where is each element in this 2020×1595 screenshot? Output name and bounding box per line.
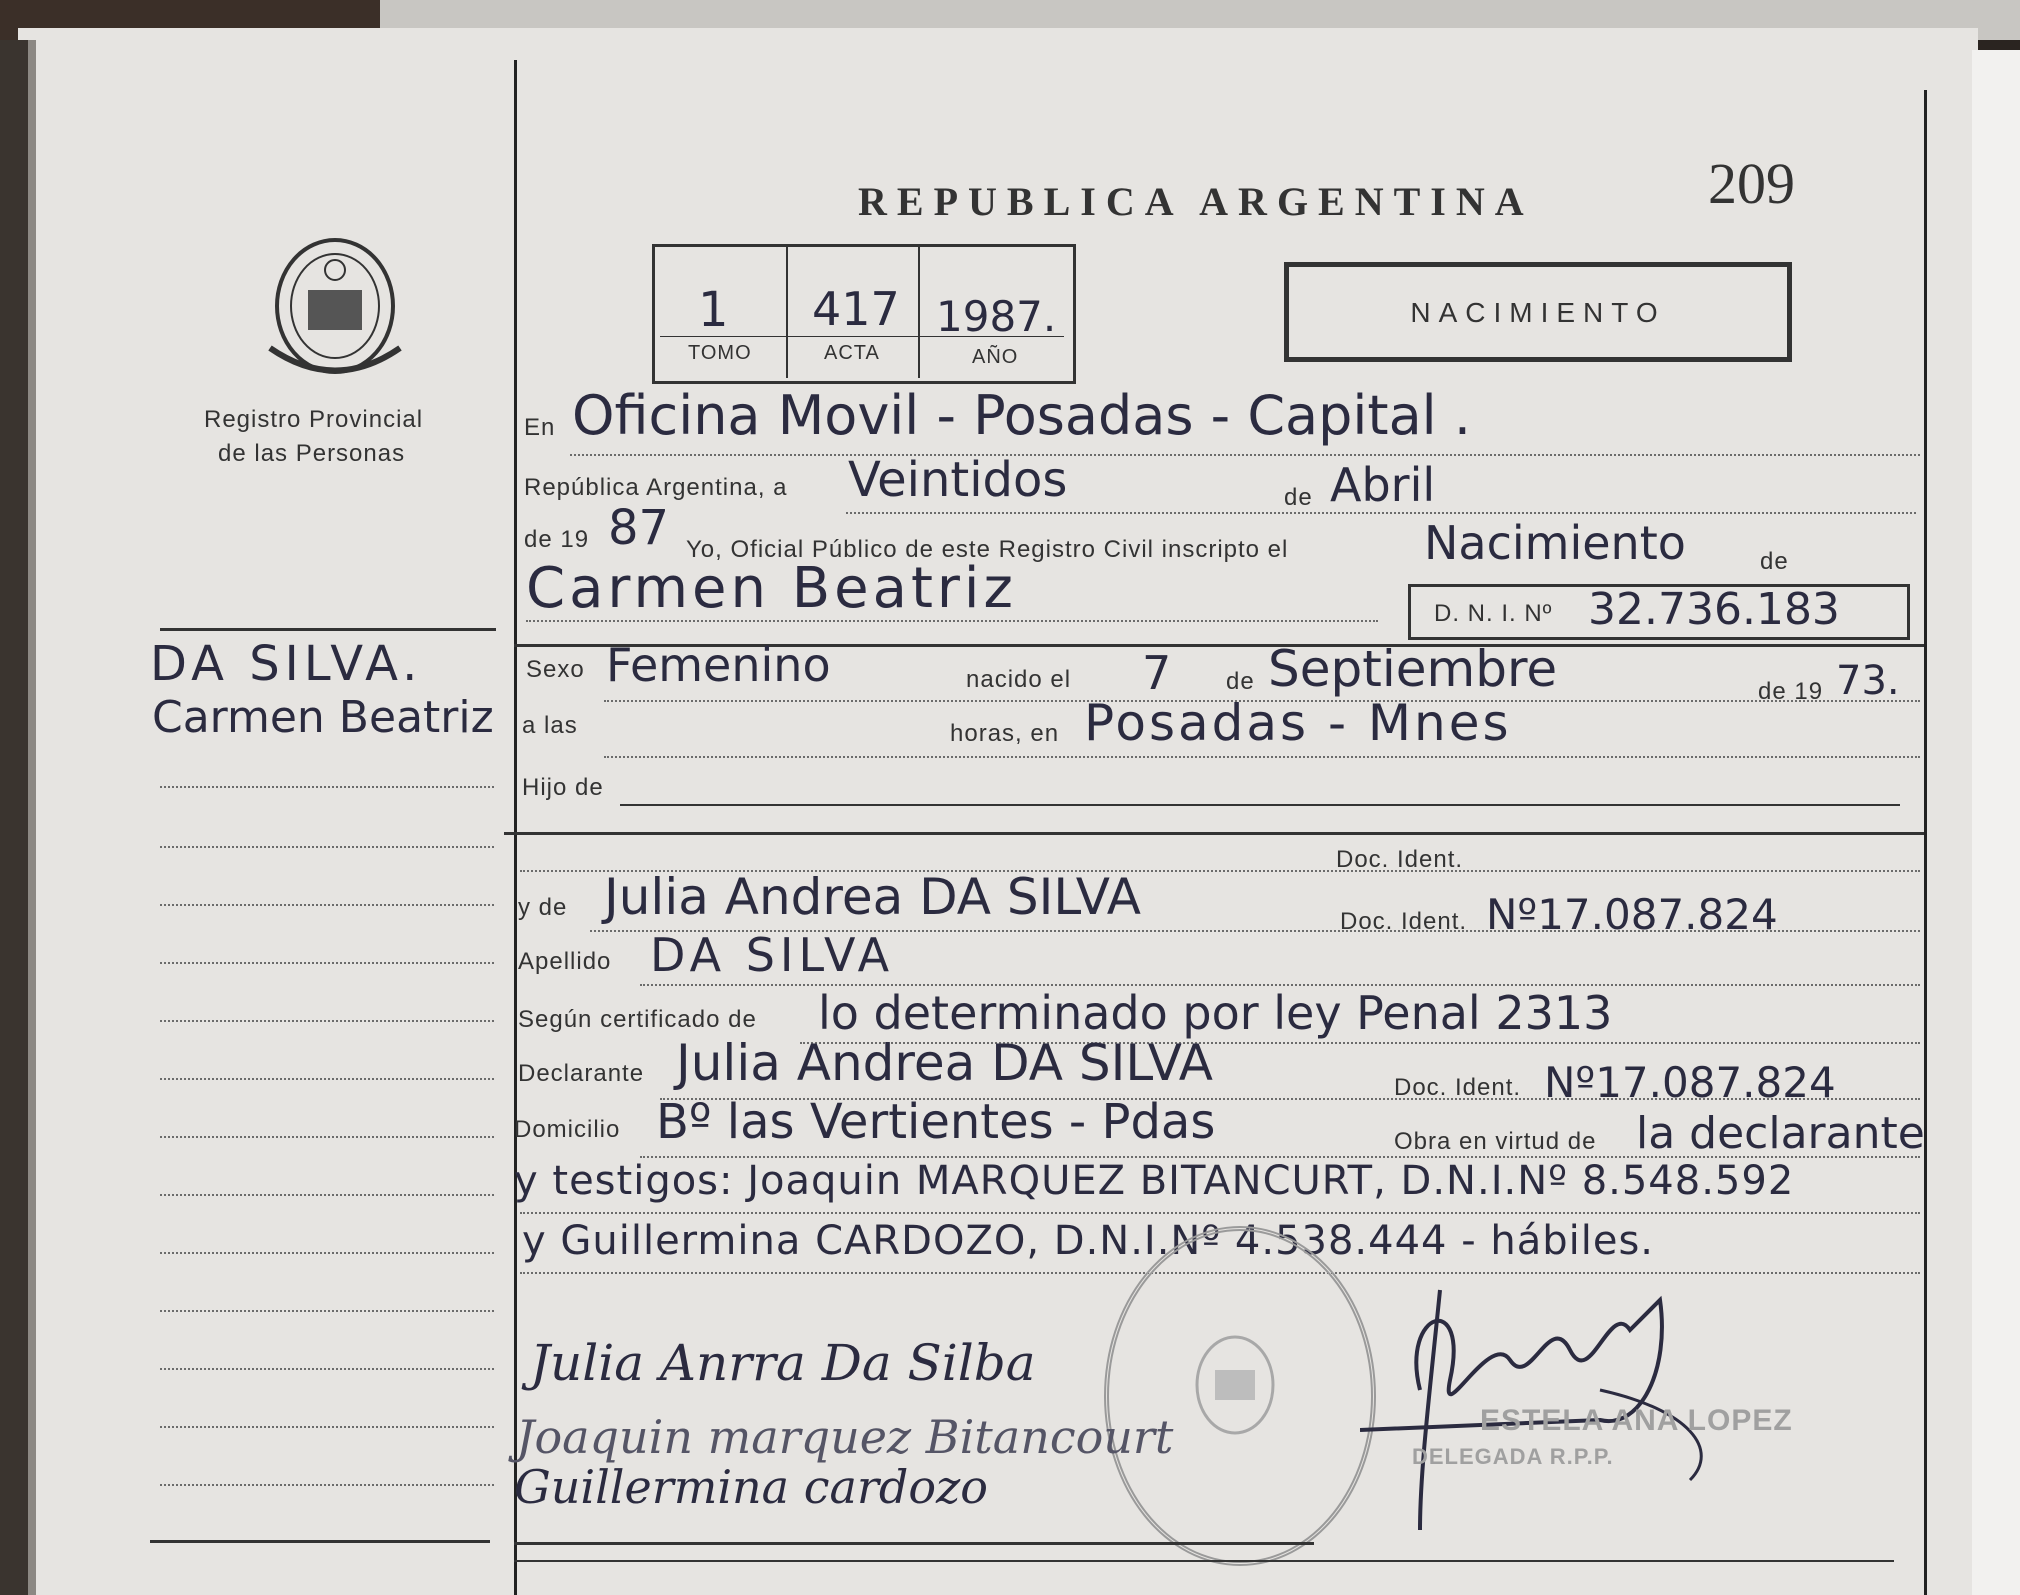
signature-witness-2: Guillermina cardozo (514, 1460, 988, 1514)
margin-dotted-line (160, 846, 494, 848)
birth-year-label: de 19 (1758, 678, 1824, 705)
dni-value: 32.736.183 (1588, 584, 1840, 635)
hijo-label: Hijo de (522, 774, 604, 801)
tomo-value: 1 (698, 282, 729, 338)
margin-dotted-line (160, 1252, 494, 1254)
horas-label: horas, en (950, 720, 1060, 747)
margin-dotted-line (160, 1310, 494, 1312)
tomo-label: TOMO (688, 342, 752, 364)
margin-dotted-line (160, 1078, 494, 1080)
republica-label: República Argentina, a (524, 474, 788, 501)
apellido-label: Apellido (518, 948, 612, 975)
page-edge (1972, 50, 2020, 1595)
act-type-value: Nacimiento (1424, 516, 1686, 570)
margin-dotted-line (160, 1426, 494, 1428)
office-value: Oficina Movil - Posadas - Capital . (572, 384, 1471, 447)
official-name: ESTELA ANA LOPEZ (1480, 1404, 1793, 1437)
oficial-text: Yo, Oficial Público de este Registro Civil inscripto el (686, 536, 1289, 563)
margin-dotted-line (160, 1194, 494, 1196)
official-title: DELEGADA R.P.P. (1412, 1444, 1614, 1469)
dotted-line (846, 512, 1916, 514)
domicilio-value: Bº las Vertientes - Pdas (656, 1094, 1216, 1150)
obra-label: Obra en virtud de (1394, 1128, 1597, 1155)
nacido-label: nacido el (966, 666, 1072, 693)
margin-dotted-line (160, 1136, 494, 1138)
table-divider (786, 246, 788, 378)
margin-dotted-line (160, 1368, 494, 1370)
birth-month-value: Septiembre (1268, 640, 1558, 698)
de3-label: de (1226, 668, 1255, 695)
anio-value: 1987. (936, 292, 1057, 341)
table-divider (918, 246, 920, 378)
mother-doc-value: Nº17.087.824 (1486, 890, 1778, 939)
margin-surname: DA SILVA. (150, 636, 423, 692)
declarante-value: Julia Andrea DA SILVA (676, 1034, 1213, 1092)
segun-label: Según certificado de (518, 1006, 757, 1033)
signature-witness-1: Joaquin marquez Bitancourt (516, 1410, 1174, 1464)
folio-number: 209 (1708, 151, 1795, 216)
signature-rule (514, 1542, 1314, 1545)
doc-ident-label: Doc. Ident. (1394, 1074, 1522, 1101)
child-name-value: Carmen Beatriz (526, 556, 1017, 621)
dotted-line (570, 454, 1920, 456)
birth-place-value: Posadas - Mnes (1084, 694, 1512, 752)
signature-declarante: Julia Anrra Da Silba (530, 1334, 1036, 1392)
margin-dotted-line (160, 962, 494, 964)
birth-day-value: 7 (1142, 646, 1172, 700)
stamp-emblem-icon (1190, 1330, 1280, 1440)
dotted-line (604, 756, 1920, 758)
blank-line (620, 804, 1900, 806)
provincial-seal-icon (260, 228, 410, 388)
registry-name-line2: de las Personas (218, 440, 406, 467)
sexo-label: Sexo (526, 656, 585, 683)
doc-ident-label: Doc. Ident. (1336, 846, 1464, 873)
en-label: En (524, 414, 556, 441)
dotted-line (526, 620, 1378, 622)
doc-ident-label: Doc. Ident. (1340, 908, 1468, 935)
domicilio-label: Domicilio (514, 1116, 621, 1143)
dotted-line (520, 1212, 1920, 1214)
certificado-value: lo determinado por ley Penal 2313 (818, 986, 1613, 1040)
acta-value: 417 (812, 282, 900, 336)
margin-dotted-line (160, 1484, 494, 1486)
anio-label: AÑO (972, 346, 1019, 368)
page-title: REPUBLICA ARGENTINA (858, 179, 1534, 224)
obra-value: la declarante (1636, 1108, 1925, 1159)
apellido-value: DA SILVA (650, 928, 895, 982)
book-binding (0, 40, 30, 1595)
de-label: de (1284, 484, 1313, 511)
witness-line-1: y testigos: Joaquin MARQUEZ BITANCURT, D.N.I.Nº 8.548.592 (514, 1158, 1795, 1204)
registry-name: Registro Provincial (204, 406, 424, 433)
year-prefix-label: de 19 (524, 526, 590, 553)
section-rule (504, 832, 1924, 835)
margin-dotted-line (160, 904, 494, 906)
mother-name-value: Julia Andrea DA SILVA (604, 868, 1141, 926)
margin-rule (160, 628, 496, 631)
right-border-rule (1924, 90, 1927, 1595)
month-value: Abril (1330, 458, 1436, 512)
margin-rule (150, 1540, 490, 1543)
de2-label: de (1760, 548, 1789, 575)
record-type-box (1284, 262, 1792, 362)
dni-label: D. N. I. Nº (1434, 600, 1553, 627)
binding-thread (28, 40, 36, 1595)
margin-given-names: Carmen Beatriz (152, 692, 494, 743)
margin-dotted-line (160, 786, 494, 788)
declarante-doc-value: Nº17.087.824 (1544, 1058, 1836, 1107)
bottom-rule (514, 1560, 1894, 1562)
margin-column-rule (514, 60, 517, 1595)
birth-year-value: 73. (1836, 658, 1900, 704)
acta-label: ACTA (824, 342, 880, 364)
witness-line-2: y Guillermina CARDOZO, D.N.I.Nº 4.538.444 - hábiles. (522, 1218, 1654, 1264)
declarante-label: Declarante (518, 1060, 645, 1087)
sexo-value: Femenino (606, 638, 831, 692)
margin-dotted-line (160, 1020, 494, 1022)
record-type-label: NACIMIENTO (1410, 297, 1666, 328)
a-las-label: a las (522, 712, 578, 739)
day-value: Veintidos (848, 452, 1068, 508)
year-suffix-value: 87 (608, 500, 670, 556)
y-de-label: y de (518, 894, 568, 921)
